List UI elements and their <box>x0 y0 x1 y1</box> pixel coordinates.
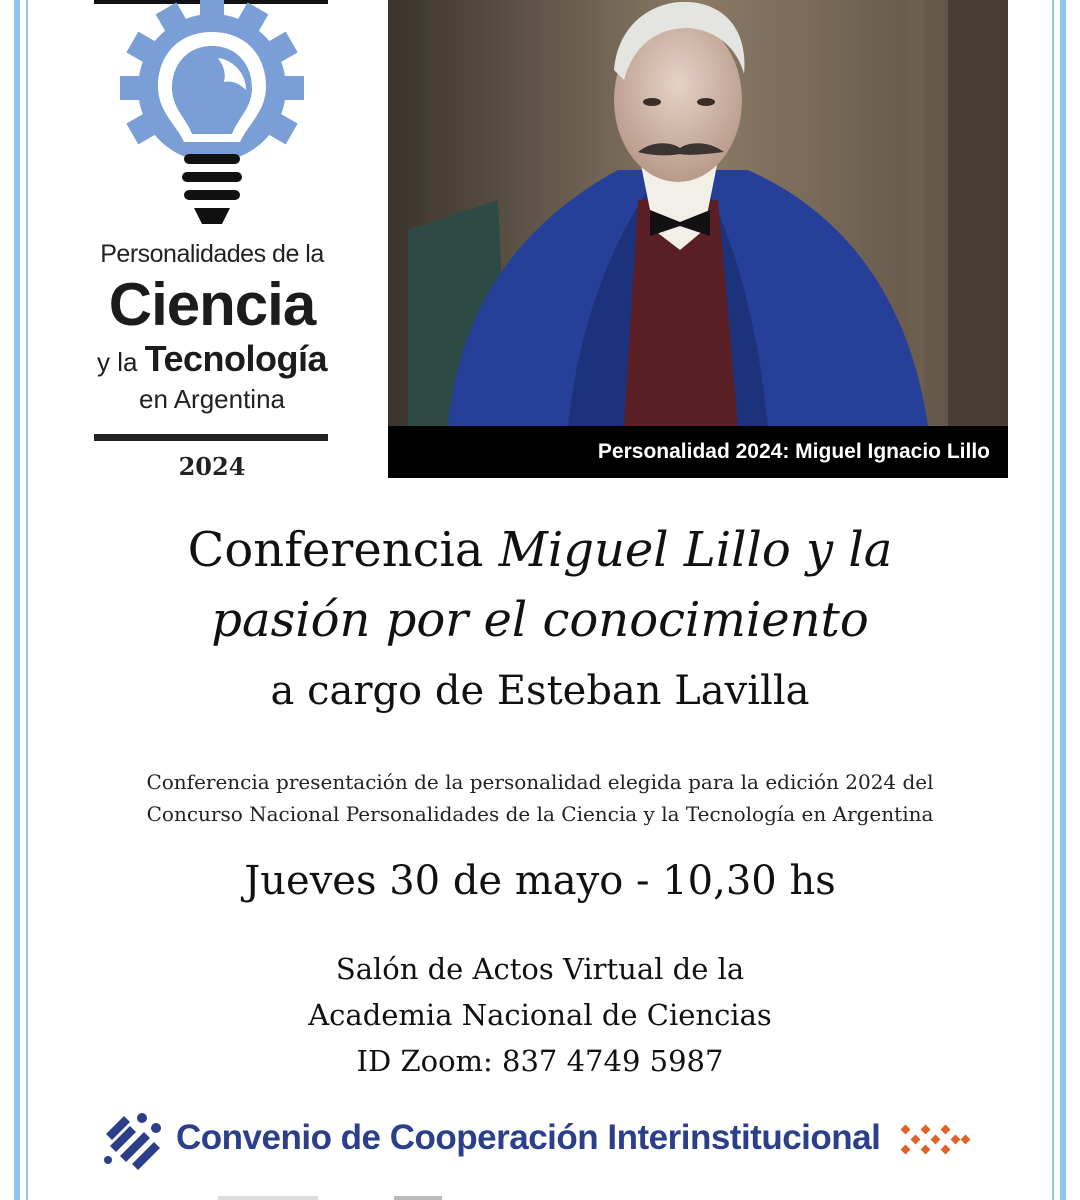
logo-year: 2024 <box>178 452 246 481</box>
logo-line-ciencia: Ciencia <box>108 271 316 338</box>
conference-title <box>40 515 1040 655</box>
event-datetime: Jueves 30 de mayo - 10,30 hs <box>244 858 836 904</box>
partial-logo-bottom-2 <box>394 1196 442 1200</box>
convenio-text: Convenio de Cooperación Interinstitucional <box>176 1118 881 1157</box>
border-right-inner <box>1052 0 1054 1200</box>
logo-line-tecnologia-word: Tecnología <box>144 338 328 379</box>
contest-logo <box>92 0 332 490</box>
portrait-caption: Personalidad 2024: Miguel Ignacio Lillo <box>388 426 1008 478</box>
description-line-1: Conferencia presentación de la personalidad elegida para la edición 2024 del <box>146 770 934 794</box>
logo-line-personalidades: Personalidades de la <box>100 240 324 268</box>
venue-line-2: Academia Nacional de Ciencias <box>308 998 772 1032</box>
conference-description <box>40 766 1040 830</box>
speaker-line: a cargo de Esteban Lavilla <box>270 668 810 714</box>
logo-line-tecnologia-prefix: y la <box>96 347 145 377</box>
lightbulb-gear-icon <box>114 0 310 232</box>
footer-convenio <box>100 1104 980 1180</box>
partial-logo-bottom-1 <box>218 1196 318 1200</box>
orange-chevrons-icon <box>898 1122 974 1162</box>
description-line-2: Concurso Nacional Personalidades de la Ciencia y la Tecnología en Argentina <box>146 802 934 826</box>
border-left <box>14 0 20 1200</box>
portrait-illustration <box>388 0 1008 426</box>
institution-mark-icon <box>100 1106 168 1174</box>
portrait-photo <box>388 0 1008 478</box>
title-prefix: Conferencia <box>187 522 499 578</box>
logo-line-argentina: en Argentina <box>138 384 285 414</box>
logo-line-tecnologia <box>92 338 332 380</box>
border-left-inner <box>26 0 28 1200</box>
venue-zoom-id: ID Zoom: 837 4749 5987 <box>356 1044 724 1078</box>
venue-line-1: Salón de Actos Virtual de la <box>335 952 745 986</box>
title-italic-line1: Miguel Lillo y la <box>498 522 893 578</box>
logo-rule <box>94 434 328 441</box>
border-right <box>1060 0 1066 1200</box>
event-venue <box>40 946 1040 1084</box>
title-italic-line2: pasión por el conocimiento <box>211 592 869 648</box>
